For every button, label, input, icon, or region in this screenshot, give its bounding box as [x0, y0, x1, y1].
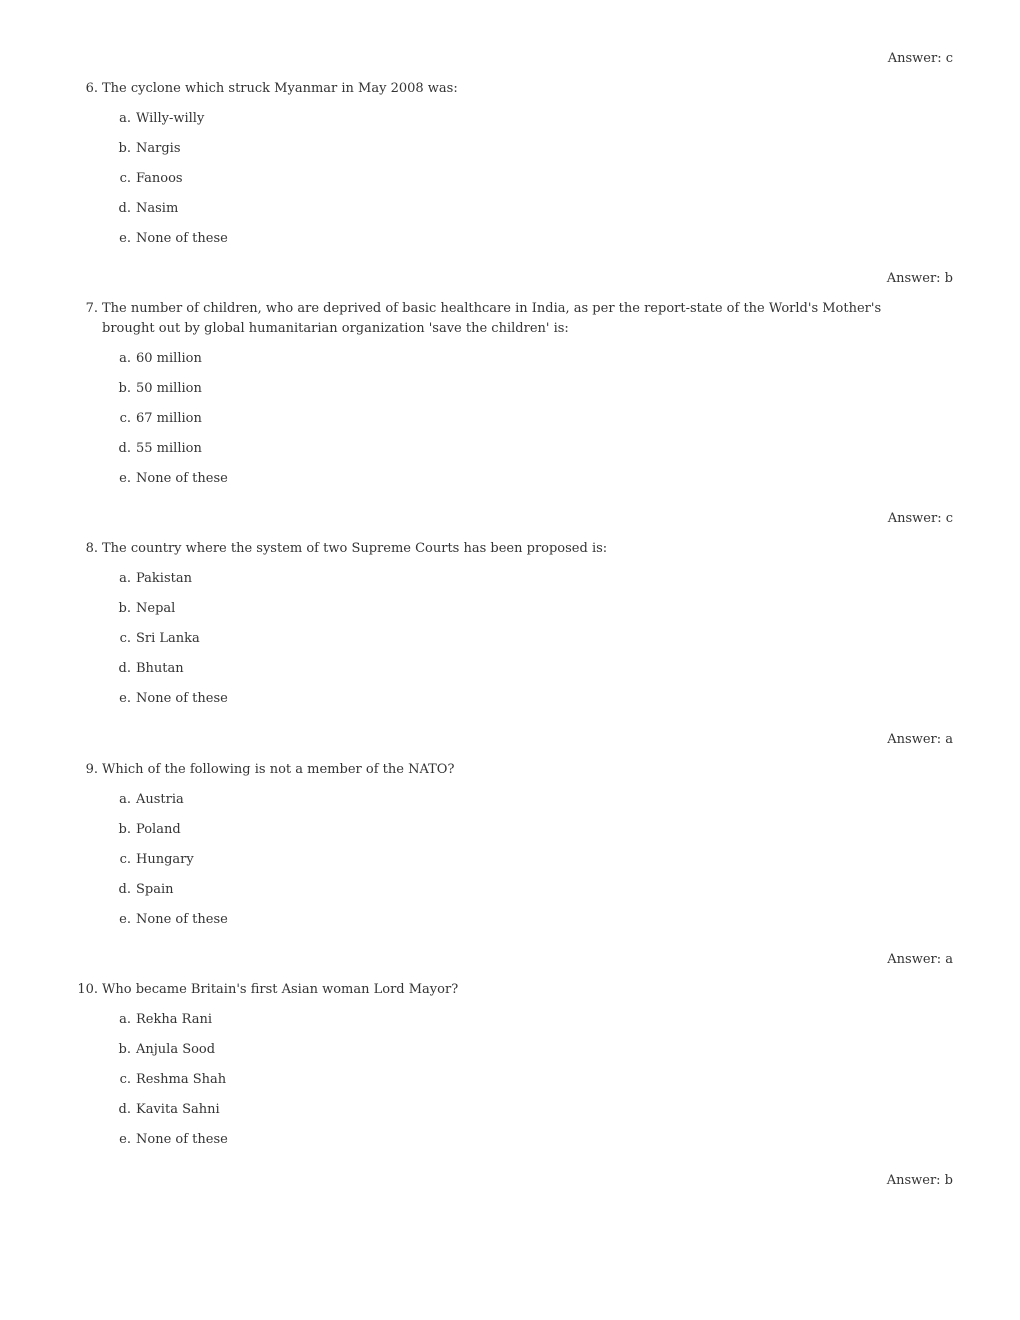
question-number: 7. [85, 301, 98, 316]
question-7 [70, 299, 930, 339]
answer-6: Answer: b [886, 271, 953, 286]
option-d: d. Bhutan [118, 661, 184, 676]
question-9 [70, 760, 930, 780]
options-10 [110, 1011, 710, 1161]
option-e: e. None of these [119, 471, 228, 486]
options-6 [110, 110, 710, 260]
question-text: The number of children, who are deprived of basic healthcare in India, as per the report-state of the World's Mother's brought out by global humanitarian organization 'save the children' is: [102, 301, 882, 336]
answer-5: Answer: c [887, 51, 953, 66]
question-number: 9. [85, 762, 98, 777]
option-b: b. Poland [118, 822, 181, 837]
question-text: The country where the system of two Supreme Courts has been proposed is: [102, 541, 608, 556]
option-c: c. Sri Lanka [119, 631, 200, 646]
question-text: Which of the following is not a member of the NATO? [102, 762, 455, 777]
question-8 [70, 539, 930, 559]
option-d: d. 55 million [118, 441, 202, 456]
options-9 [110, 791, 710, 941]
question-text: The cyclone which struck Myanmar in May 2008 was: [102, 81, 458, 96]
answer-10: Answer: b [886, 1173, 953, 1188]
question-number: 8. [85, 541, 98, 556]
option-b: b. Nepal [118, 601, 176, 616]
option-a: a. Austria [119, 792, 184, 807]
answer-7: Answer: c [887, 511, 953, 526]
option-c: c. Reshma Shah [119, 1072, 227, 1087]
option-c: c. 67 million [119, 411, 202, 426]
option-d: d. Spain [118, 882, 174, 897]
option-d: d. Kavita Sahni [118, 1102, 220, 1117]
option-a: a. Willy-willy [119, 111, 205, 126]
option-d: d. Nasim [118, 201, 179, 216]
option-c: c. Hungary [119, 852, 194, 867]
option-a: a. Pakistan [119, 571, 192, 586]
option-e: e. None of these [119, 231, 228, 246]
option-e: e. None of these [119, 691, 228, 706]
question-number: 10. [77, 982, 98, 997]
option-e: e. None of these [119, 912, 228, 927]
option-a: a. Rekha Rani [119, 1012, 212, 1027]
option-b: b. 50 million [118, 381, 202, 396]
options-7 [110, 350, 710, 500]
question-6 [70, 79, 930, 99]
option-b: b. Anjula Sood [118, 1042, 216, 1057]
answer-9: Answer: a [887, 952, 953, 967]
option-b: b. Nargis [118, 141, 181, 156]
answer-8: Answer: a [887, 732, 953, 747]
question-number: 6. [85, 81, 98, 96]
options-8 [110, 570, 710, 720]
question-10 [70, 980, 930, 1000]
option-e: e. None of these [119, 1132, 228, 1147]
option-c: c. Fanoos [119, 171, 183, 186]
option-a: a. 60 million [119, 351, 202, 366]
question-text: Who became Britain's first Asian woman Lord Mayor? [102, 982, 459, 997]
